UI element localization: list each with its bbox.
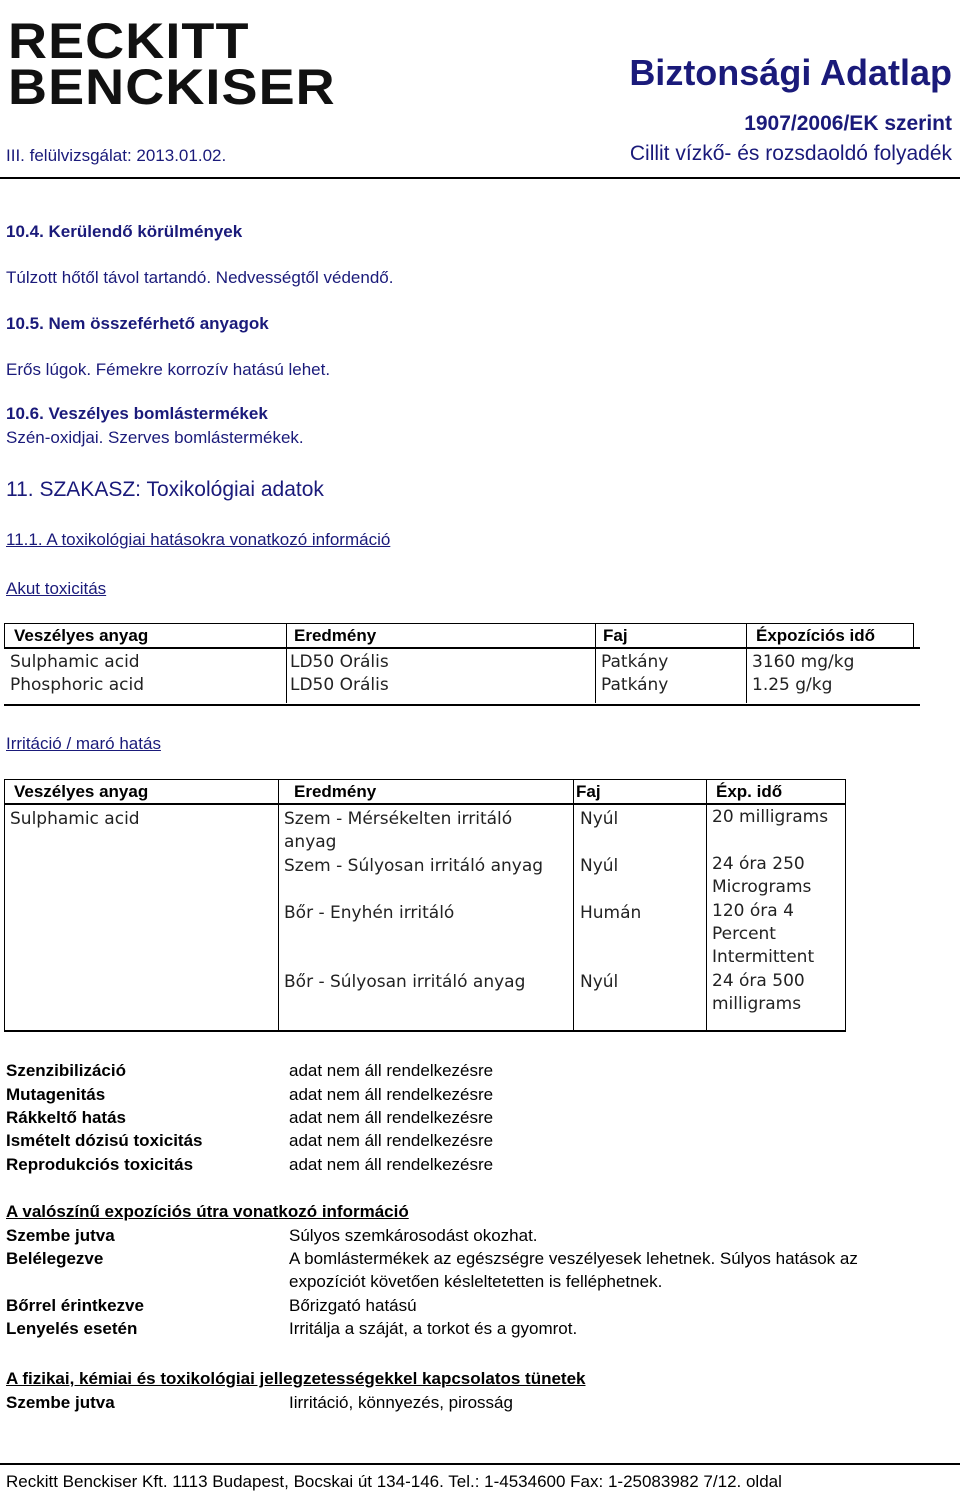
- exposure-text-inhalation-2: expozíciót követően késleltetetten is felléphetnek.: [289, 1272, 663, 1291]
- exposure-label-ingestion: Lenyelés esetén: [6, 1319, 138, 1338]
- acute-toxicity-title: Akut toxicitás: [6, 579, 107, 598]
- logo-line2: BENCKISER: [8, 59, 336, 115]
- symptoms-title: A fizikai, kémiai és toxikológiai jellegzetességekkel kapcsolatos tünetek: [6, 1369, 586, 1388]
- section-11-title: 11. SZAKASZ: Toxikológiai adatok: [6, 478, 324, 501]
- section-10-6-title: 10.6. Veszélyes bomlástermékek: [6, 404, 268, 423]
- irritation-substance: Sulphamic acid: [10, 809, 140, 829]
- tox-value-3: adat nem áll rendelkezésre: [289, 1108, 494, 1127]
- acute-row2-species: Patkány: [601, 675, 669, 695]
- section-10-6-text: Szén-oxidjai. Szerves bomlástermékek.: [6, 428, 304, 447]
- exposure-text-skin: Bőrizgató hatású: [289, 1296, 417, 1315]
- logo-line1: RECKITT: [8, 13, 250, 69]
- section-11-1-title: 11.1. A toxikológiai hatásokra vonatkozó információ: [6, 530, 391, 549]
- irritation-header-species: Faj: [576, 782, 601, 801]
- acute-row1-result: LD50 Orális: [290, 652, 389, 672]
- irritation-species-1: Nyúl: [580, 809, 619, 829]
- exposure-title: A valószínű expozíciós útra vonatkozó információ: [6, 1202, 409, 1221]
- irritation-result-1: Szem - Mérsékelten irritáló: [284, 809, 513, 829]
- symptoms-text-eye: Iirritáció, könnyezés, pirosság: [289, 1393, 513, 1412]
- exposure-label-inhalation: Belélegezve: [6, 1249, 104, 1268]
- irritation-time-5: Percent: [712, 924, 776, 944]
- irritation-result-4: Bőr - Súlyosan irritáló anyag: [284, 972, 526, 992]
- irritation-result-2: Szem - Súlyosan irritáló anyag: [284, 856, 544, 876]
- page-footer: Reckitt Benckiser Kft. 1113 Budapest, Bocskai út 134-146. Tel.: 1-4534600 Fax: 1-25083982 7/12. oldal: [6, 1472, 782, 1491]
- regulation-label: 1907/2006/EK szerint: [744, 112, 952, 135]
- tox-value-1: adat nem áll rendelkezésre: [289, 1061, 494, 1080]
- irritation-time-7: 24 óra 500: [712, 971, 805, 991]
- tox-value-5: adat nem áll rendelkezésre: [289, 1155, 494, 1174]
- irritation-title: Irritáció / maró hatás: [6, 734, 161, 753]
- tox-value-4: adat nem áll rendelkezésre: [289, 1131, 494, 1150]
- irritation-time-6: Intermittent: [712, 947, 815, 967]
- acute-row1-substance: Sulphamic acid: [10, 652, 140, 672]
- irritation-result-3: Bőr - Enyhén irritáló: [284, 903, 455, 923]
- exposure-label-skin: Bőrrel érintkezve: [6, 1296, 144, 1315]
- irritation-species-2: Nyúl: [580, 856, 619, 876]
- footer-divider: [0, 1463, 960, 1465]
- irritation-time-3: Micrograms: [712, 877, 812, 897]
- tox-label-carcinogenicity: Rákkeltő hatás: [6, 1108, 126, 1127]
- tox-value-2: adat nem áll rendelkezésre: [289, 1085, 494, 1104]
- section-10-5-title: 10.5. Nem összeférhető anyagok: [6, 314, 269, 333]
- acute-row1-species: Patkány: [601, 652, 669, 672]
- irritation-time-2: 24 óra 250: [712, 854, 805, 874]
- tox-label-mutagenicity: Mutagenitás: [6, 1085, 106, 1104]
- section-10-4-title: 10.4. Kerülendő körülmények: [6, 222, 243, 241]
- section-10-5-text: Erős lúgok. Fémekre korrozív hatású lehet.: [6, 360, 331, 379]
- company-logo: [8, 8, 336, 115]
- irritation-header-result: Eredmény: [294, 782, 377, 801]
- tox-label-reproductive: Reprodukciós toxicitás: [6, 1155, 194, 1174]
- acute-row2-result: LD50 Orális: [290, 675, 389, 695]
- acute-header-species: Faj: [603, 626, 628, 645]
- acute-header-result: Eredmény: [294, 626, 377, 645]
- tox-label-sensitisation: Szenzibilizáció: [6, 1061, 126, 1080]
- symptoms-label-eye: Szembe jutva: [6, 1393, 115, 1412]
- irritation-species-3: Humán: [580, 903, 642, 923]
- irritation-time-1: 20 milligrams: [712, 807, 829, 827]
- product-name: Cillit vízkő- és rozsdaoldó folyadék: [629, 142, 952, 165]
- exposure-text-eye: Súlyos szemkárosodást okozhat.: [289, 1226, 538, 1245]
- document-title: Biztonsági Adatlap: [629, 52, 952, 93]
- exposure-text-inhalation: A bomlástermékek az egészségre veszélyesek lehetnek. Súlyos hatások az: [289, 1249, 858, 1268]
- irritation-header-substance: Veszélyes anyag: [14, 782, 149, 801]
- irritation-time-4: 120 óra 4: [712, 901, 794, 921]
- irritation-header-time: Éxp. idő: [716, 782, 783, 801]
- tox-label-repeated-dose: Ismételt dózisú toxicitás: [6, 1131, 203, 1150]
- acute-header-exposure: Éxpozíciós idő: [756, 626, 876, 645]
- header-divider: [0, 177, 960, 179]
- acute-header-substance: Veszélyes anyag: [14, 626, 149, 645]
- revision-date: III. felülvizsgálat: 2013.01.02.: [6, 146, 227, 165]
- acute-row2-value: 1.25 g/kg: [752, 675, 833, 695]
- section-10-4-text: Túlzott hőtől távol tartandó. Nedvességtől védendő.: [6, 268, 394, 287]
- exposure-text-ingestion: Irritálja a száját, a torkot és a gyomrot.: [289, 1319, 578, 1338]
- irritation-species-4: Nyúl: [580, 972, 619, 992]
- irritation-result-1b: anyag: [284, 832, 337, 852]
- exposure-label-eye: Szembe jutva: [6, 1226, 115, 1245]
- acute-row1-value: 3160 mg/kg: [752, 652, 855, 672]
- acute-row2-substance: Phosphoric acid: [10, 675, 144, 695]
- irritation-time-8: milligrams: [712, 994, 802, 1014]
